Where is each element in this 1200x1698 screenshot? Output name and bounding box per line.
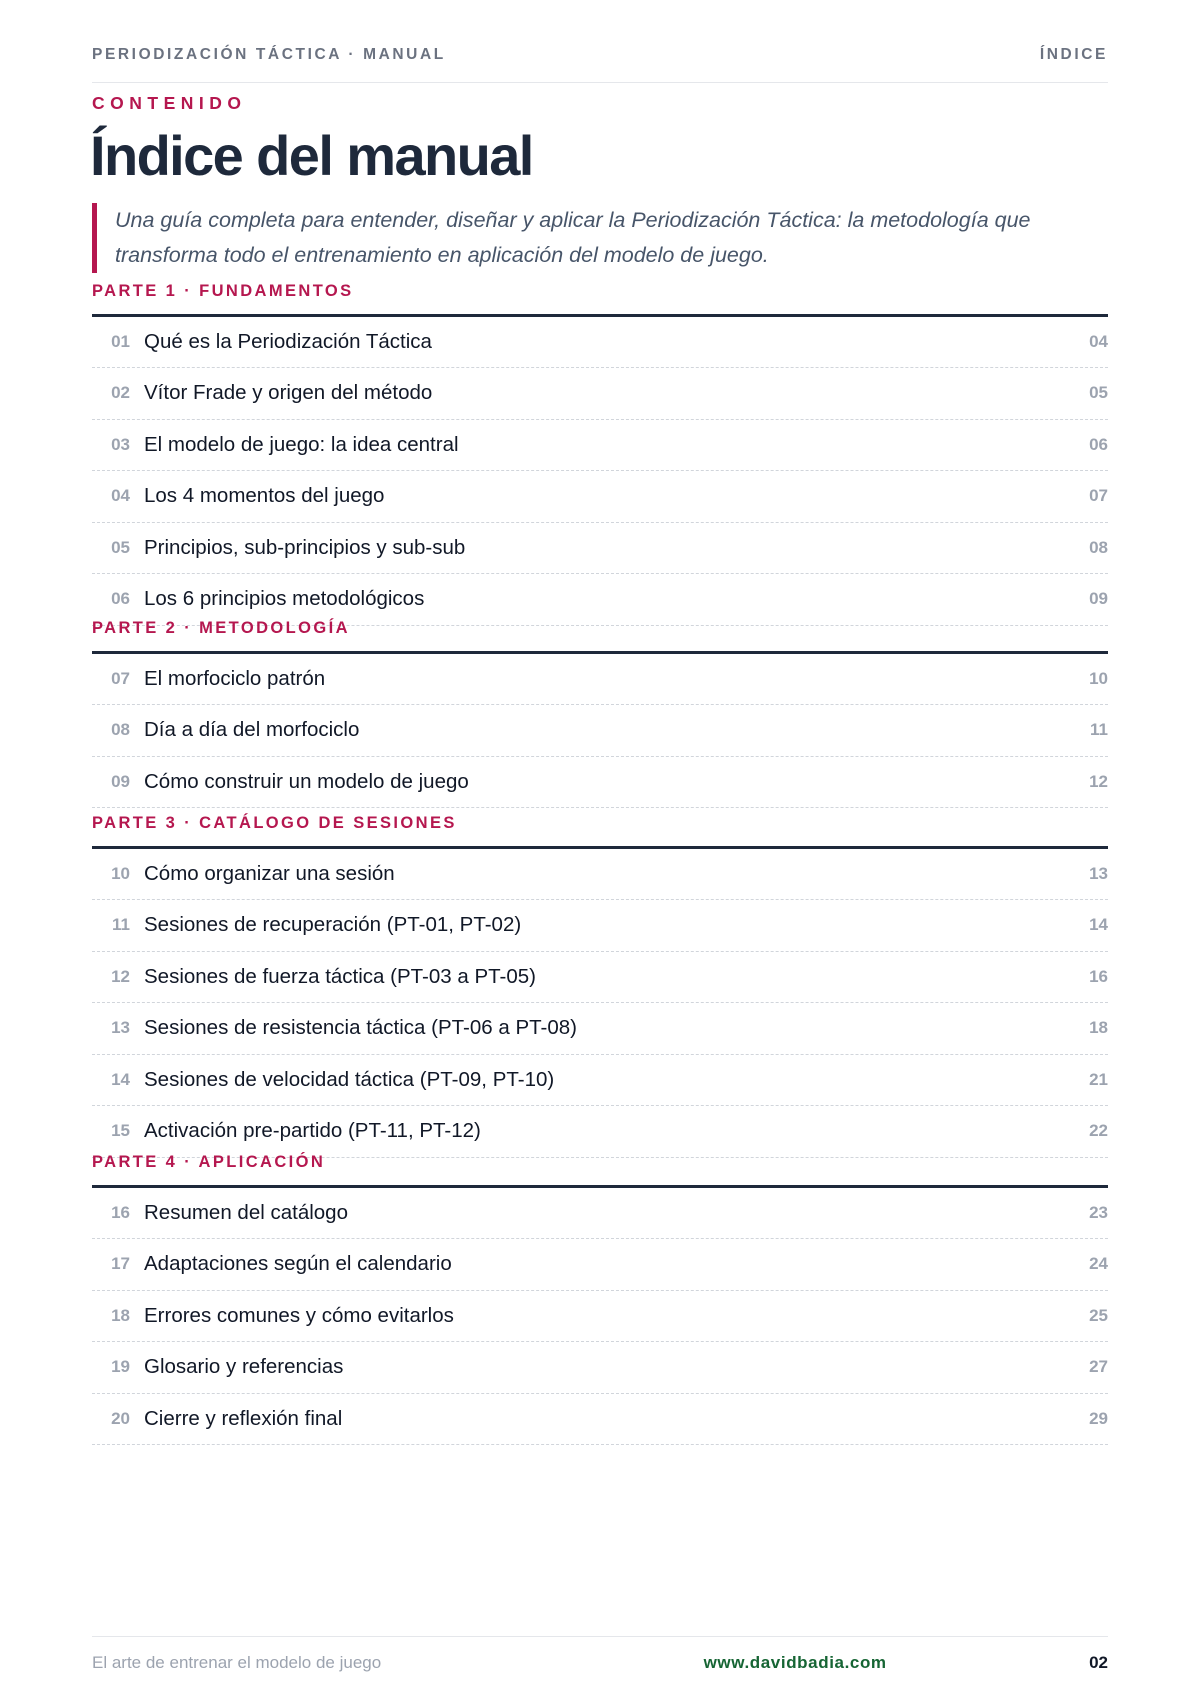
section-eyebrow: CONTENIDO: [92, 93, 247, 113]
toc-entry-page: 29: [1089, 1408, 1108, 1428]
toc-entry-number: 16: [111, 1202, 130, 1222]
toc-entry[interactable]: [92, 316, 1108, 368]
toc-entry-page: 14: [1089, 915, 1108, 934]
toc-entry[interactable]: [92, 951, 1108, 1003]
toc-entry-title: Cierre y reflexión final: [144, 1406, 343, 1430]
toc-entry-page: 12: [1089, 771, 1108, 791]
toc-entry-page: 06: [1089, 434, 1108, 454]
toc-section-title: PARTE 4 · APLICACIÓN: [92, 1153, 326, 1171]
toc-entry[interactable]: [92, 1054, 1108, 1106]
toc-entry-number: 08: [111, 720, 130, 739]
toc-entry-page: 16: [1089, 966, 1108, 986]
toc-entry[interactable]: [92, 756, 1108, 808]
lead-paragraph: Una guía completa para entender, diseñar y aplicar la Periodización Táctica: la metodología que transforma todo el entrenamiento en aplicación del modelo de juego.: [92, 203, 1115, 273]
toc-entry-page: 05: [1089, 383, 1108, 402]
toc-entry-number: 20: [111, 1408, 130, 1428]
toc-entry-number: 09: [111, 771, 130, 791]
toc-entry[interactable]: [92, 1003, 1108, 1055]
toc-entry[interactable]: [92, 419, 1108, 471]
footer-tagline: El arte de entrenar el modelo de juego: [92, 1653, 382, 1672]
toc-entry-number: 07: [111, 668, 130, 688]
toc-entry-number: 15: [111, 1121, 130, 1140]
toc-entry[interactable]: [92, 1106, 1108, 1158]
toc-section-heading: [92, 1153, 1108, 1188]
toc-section-heading: [92, 619, 1108, 654]
toc-section-title: PARTE 3 · CATÁLOGO DE SESIONES: [92, 814, 457, 832]
toc-entry-number: 13: [111, 1018, 130, 1037]
header-section: ÍNDICE: [1039, 46, 1108, 63]
toc-entry-title: Día a día del morfociclo: [144, 718, 360, 741]
toc-entry[interactable]: [92, 1342, 1108, 1394]
toc-entry-page: 25: [1089, 1305, 1108, 1325]
toc-entry-number: 03: [111, 434, 130, 454]
toc-entry-page: 18: [1089, 1018, 1108, 1037]
toc-entry-page: 21: [1089, 1069, 1108, 1089]
toc-entry-title: Sesiones de velocidad táctica (PT-09, PT-10): [144, 1067, 555, 1091]
toc-entry[interactable]: [92, 522, 1108, 574]
toc-entry[interactable]: [92, 705, 1108, 757]
toc-section-title: PARTE 1 · FUNDAMENTOS: [92, 282, 354, 300]
toc-entry[interactable]: [92, 848, 1108, 900]
toc-entry-page: 24: [1089, 1254, 1108, 1273]
toc-entry-page: 13: [1089, 863, 1108, 883]
running-header: [92, 46, 1108, 83]
toc-entry-title: Activación pre-partido (PT-11, PT-12): [144, 1119, 481, 1142]
toc-entry-number: 05: [111, 537, 130, 557]
toc-entry-number: 11: [112, 915, 130, 934]
toc-entry[interactable]: [92, 900, 1108, 952]
page-footer: [92, 1636, 1108, 1673]
toc-entry-page: 10: [1089, 668, 1108, 688]
toc-entry[interactable]: [92, 1239, 1108, 1291]
toc-section-heading: [92, 282, 1108, 317]
header-title: PERIODIZACIÓN TÁCTICA · MANUAL: [92, 46, 446, 63]
footer-website-link[interactable]: www.davidbadia.com: [703, 1653, 887, 1672]
toc-entry-page: 27: [1089, 1357, 1108, 1376]
toc-entry-title: Vítor Frade y origen del método: [144, 381, 433, 404]
toc-entry-title: Cómo construir un modelo de juego: [144, 769, 469, 793]
page-title: Índice del manual: [90, 124, 533, 187]
toc-entry-page: 11: [1090, 720, 1108, 739]
toc-entry-title: Glosario y referencias: [144, 1355, 344, 1378]
toc-entry-title: Qué es la Periodización Táctica: [144, 329, 432, 353]
toc-entry-page: 09: [1089, 589, 1108, 608]
toc-entry-number: 19: [111, 1357, 130, 1376]
toc-entry-page: 04: [1089, 331, 1108, 351]
toc-entry-number: 06: [111, 589, 130, 608]
toc-entry-title: Adaptaciones según el calendario: [144, 1252, 452, 1275]
toc-entry-number: 10: [111, 863, 130, 883]
toc-entry-number: 12: [111, 966, 130, 986]
toc-entry-title: Sesiones de fuerza táctica (PT-03 a PT-05): [144, 964, 536, 988]
toc-entry-title: Resumen del catálogo: [144, 1200, 348, 1224]
toc-entry[interactable]: [92, 1290, 1108, 1342]
toc-entry-number: 04: [111, 486, 130, 505]
toc-entry-number: 01: [111, 331, 130, 351]
toc-entry-page: 08: [1089, 537, 1108, 557]
toc-entry[interactable]: [92, 574, 1108, 626]
toc-entry[interactable]: [92, 1187, 1108, 1239]
toc-entry-title: Errores comunes y cómo evitarlos: [144, 1303, 454, 1327]
toc-entry-number: 18: [111, 1305, 130, 1325]
toc-entry-title: Principios, sub-principios y sub-sub: [144, 535, 466, 559]
toc-entry-title: Cómo organizar una sesión: [144, 861, 395, 885]
toc-entry-title: Sesiones de resistencia táctica (PT-06 a PT-08): [144, 1016, 577, 1039]
toc-entry[interactable]: [92, 368, 1108, 420]
toc-entry-number: 14: [111, 1069, 130, 1089]
toc-entry-page: 23: [1089, 1202, 1108, 1222]
toc-entry-title: El morfociclo patrón: [144, 666, 326, 690]
toc-section-title: PARTE 2 · METODOLOGÍA: [92, 619, 350, 637]
toc-section-heading: [92, 814, 1108, 849]
toc-entry-title: Los 6 principios metodológicos: [144, 587, 425, 610]
toc-entry-title: Los 4 momentos del juego: [144, 484, 385, 507]
toc-entry-number: 02: [111, 383, 130, 402]
toc-entry-page: 22: [1089, 1121, 1108, 1140]
toc-entry[interactable]: [92, 471, 1108, 523]
toc-entry[interactable]: [92, 1393, 1108, 1445]
footer-page-number: 02: [1089, 1653, 1108, 1672]
toc-entry-number: 17: [111, 1254, 130, 1273]
toc-entry-title: El modelo de juego: la idea central: [144, 432, 459, 456]
toc-entry-title: Sesiones de recuperación (PT-01, PT-02): [144, 913, 522, 936]
toc-entry[interactable]: [92, 653, 1108, 705]
toc-entry-page: 07: [1089, 486, 1108, 505]
